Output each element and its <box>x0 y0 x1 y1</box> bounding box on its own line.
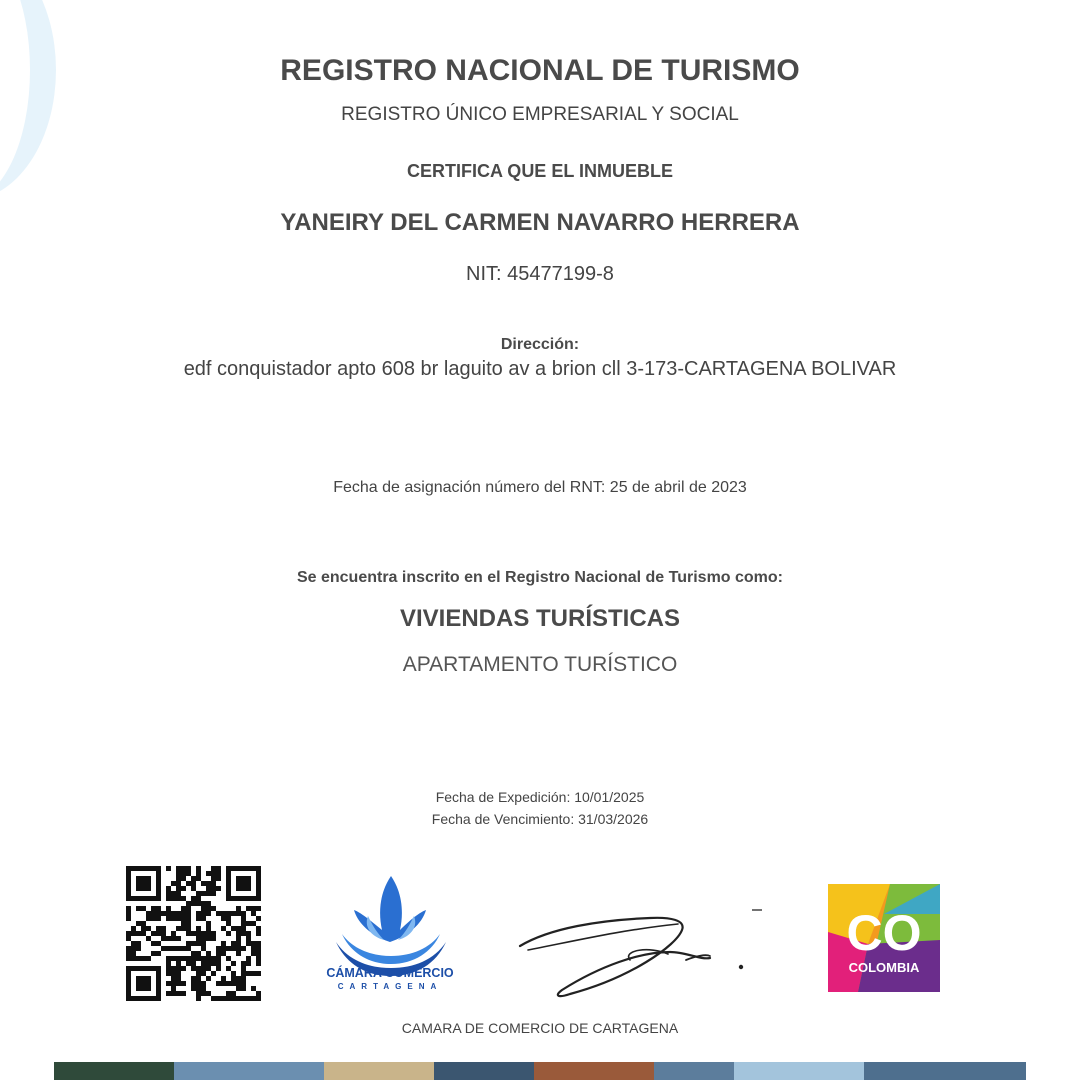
document-subtitle: REGISTRO ÚNICO EMPRESARIAL Y SOCIAL <box>341 104 739 125</box>
registered-as-label: Se encuentra inscrito en el Registro Nacional de Turismo como: <box>296 569 784 586</box>
chamber-logo-name: CÁMARA COMERCIO <box>326 966 454 980</box>
qr-code-icon[interactable] <box>126 866 261 1001</box>
chamber-logo-city: CARTAGENA <box>337 982 443 991</box>
address-value: edf conquistador apto 608 br laguito av a brion cll 3-173-CARTAGENA BOLIVAR <box>183 358 897 380</box>
owner-name: YANEIRY DEL CARMEN NAVARRO HERRERA <box>280 209 800 236</box>
expiry-date: Fecha de Vencimiento: 31/03/2026 <box>431 811 649 827</box>
document-title: REGISTRO NACIONAL DE TURISMO <box>280 54 800 87</box>
tourism-category: VIVIENDAS TURÍSTICAS <box>399 605 681 632</box>
certifies-label: CERTIFICA QUE EL INMUEBLE <box>406 161 673 181</box>
tourism-subcategory: APARTAMENTO TURÍSTICO <box>402 653 678 676</box>
rnt-assignment-date: Fecha de asignación número del RNT: 25 de abril de 2023 <box>333 479 747 496</box>
colombia-logo-text: CO <box>846 905 922 961</box>
address-label: Dirección: <box>500 336 580 353</box>
issue-date: Fecha de Expedición: 10/01/2025 <box>435 789 645 805</box>
footer-photo-strip <box>54 1062 1026 1080</box>
colombia-brand-logo-icon <box>828 884 940 992</box>
issuer-name: CAMARA DE COMERCIO DE CARTAGENA <box>401 1020 679 1036</box>
nit-number: NIT: 45477199-8 <box>466 263 614 285</box>
colombia-logo-sub: COLOMBIA <box>848 960 920 975</box>
signature-icon <box>510 890 770 1010</box>
